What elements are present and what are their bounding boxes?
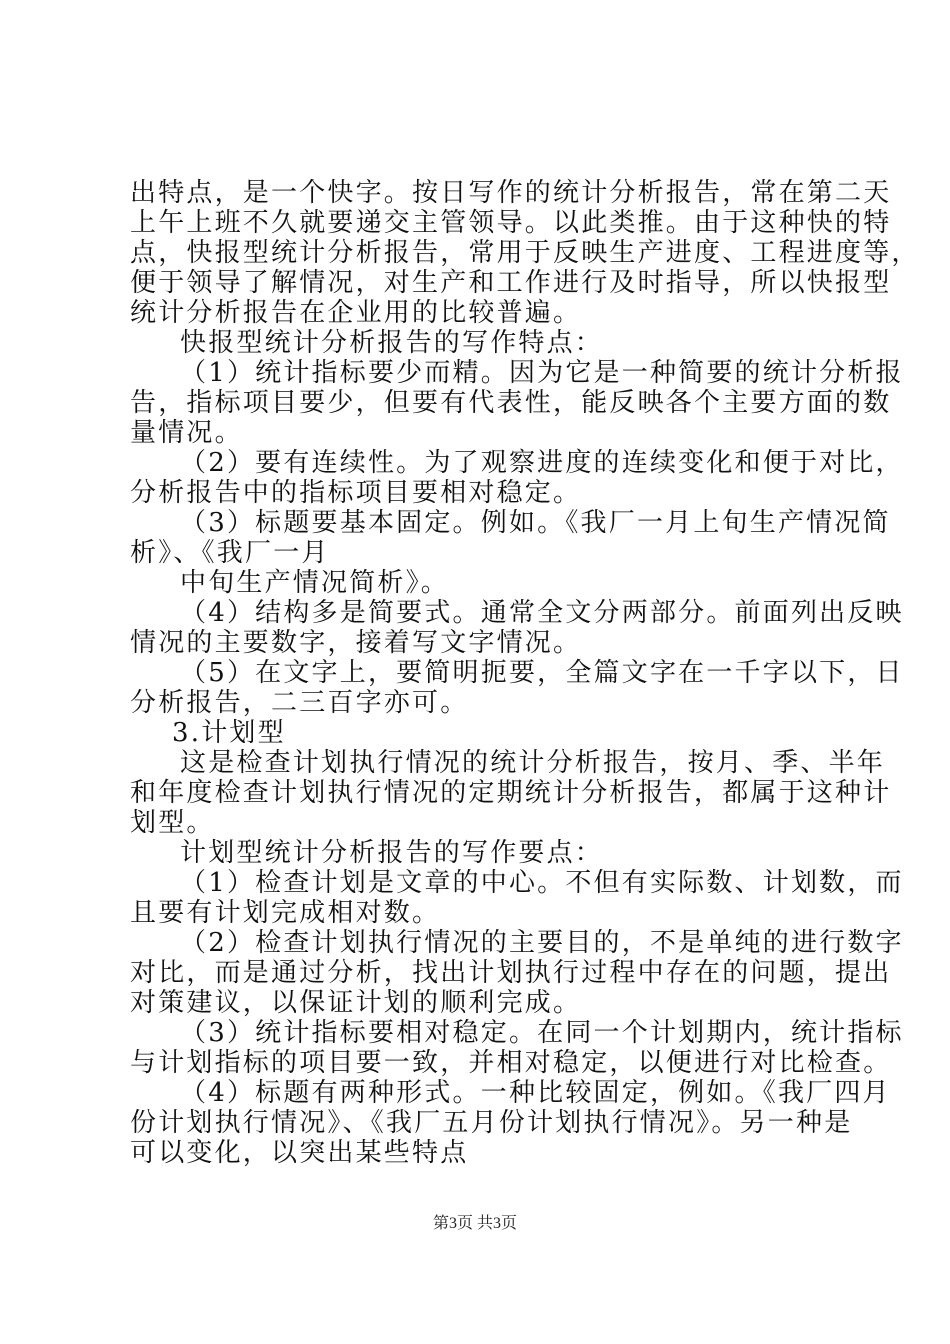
body-line: 分析报告中的指标项目要相对稳定。 [130,478,582,508]
body-line: 情况的主要数字，接着写文字情况。 [130,628,582,658]
body-line: 且要有计划完成相对数。 [130,898,441,928]
body-line: 便于领导了解情况，对生产和工作进行及时指导，所以快报型 [130,268,892,298]
section-heading: 快报型统计分析报告的写作特点： [180,328,604,358]
body-line: 点，快报型统计分析报告，常用于反映生产进度、工程进度等， [130,238,920,268]
list-item: （3）统计指标要相对稳定。在同一个计划期内，统计指标 [180,1018,904,1048]
list-item: （2）检查计划执行情况的主要目的，不是单纯的进行数字 [180,928,904,958]
body-line: 这是检查计划执行情况的统计分析报告，按月、季、半年 [180,748,886,778]
body-line: 和年度检查计划执行情况的定期统计分析报告，都属于这种计 [130,778,892,808]
body-line: 份计划执行情况》、《我厂五月份计划执行情况》。另一种是 [130,1108,853,1138]
body-line: 量情况。 [130,418,243,448]
list-item: （1）检查计划是文章的中心。不但有实际数、计划数，而 [180,868,904,898]
list-item: （4）结构多是简要式。通常全文分两部分。前面列出反映 [180,598,904,628]
list-item: （1）统计指标要少而精。因为它是一种简要的统计分析报 [180,358,904,388]
body-line: 划型。 [130,808,215,838]
body-line: 与计划指标的项目要一致，并相对稳定，以便进行对比检查。 [130,1048,892,1078]
list-item: （2）要有连续性。为了观察进度的连续变化和便于对比， [180,448,904,478]
body-line: 中旬生产情况简析》。 [180,568,450,598]
body-line: 出特点，是一个快字。按日写作的统计分析报告，常在第二天 [130,178,892,208]
section-heading: 计划型统计分析报告的写作要点： [180,838,604,868]
list-item: （5）在文字上，要简明扼要，全篇文字在一千字以下，日 [180,658,904,688]
body-line: 上午上班不久就要递交主管领导。以此类推。由于这种快的特 [130,208,892,238]
section-heading: 3.计划型 [172,718,286,748]
body-line: 统计分析报告在企业用的比较普遍。 [130,298,582,328]
page-footer: 第3页 共3页 [432,1215,517,1232]
body-line: 析》、《我厂一月 [130,538,330,568]
list-item: （3）标题要基本固定。例如。《我厂一月上旬生产情况简 [180,508,891,538]
body-line: 告，指标项目要少，但要有代表性，能反映各个主要方面的数 [130,388,892,418]
body-line: 对比，而是通过分析，找出计划执行过程中存在的问题，提出 [130,958,892,988]
list-item: （4）标题有两种形式。一种比较固定，例如。《我厂四月 [180,1078,891,1108]
body-line: 分析报告，二三百字亦可。 [130,688,469,718]
body-line: 可以变化，以突出某些特点 [130,1138,469,1168]
body-line: 对策建议，以保证计划的顺利完成。 [130,988,582,1018]
